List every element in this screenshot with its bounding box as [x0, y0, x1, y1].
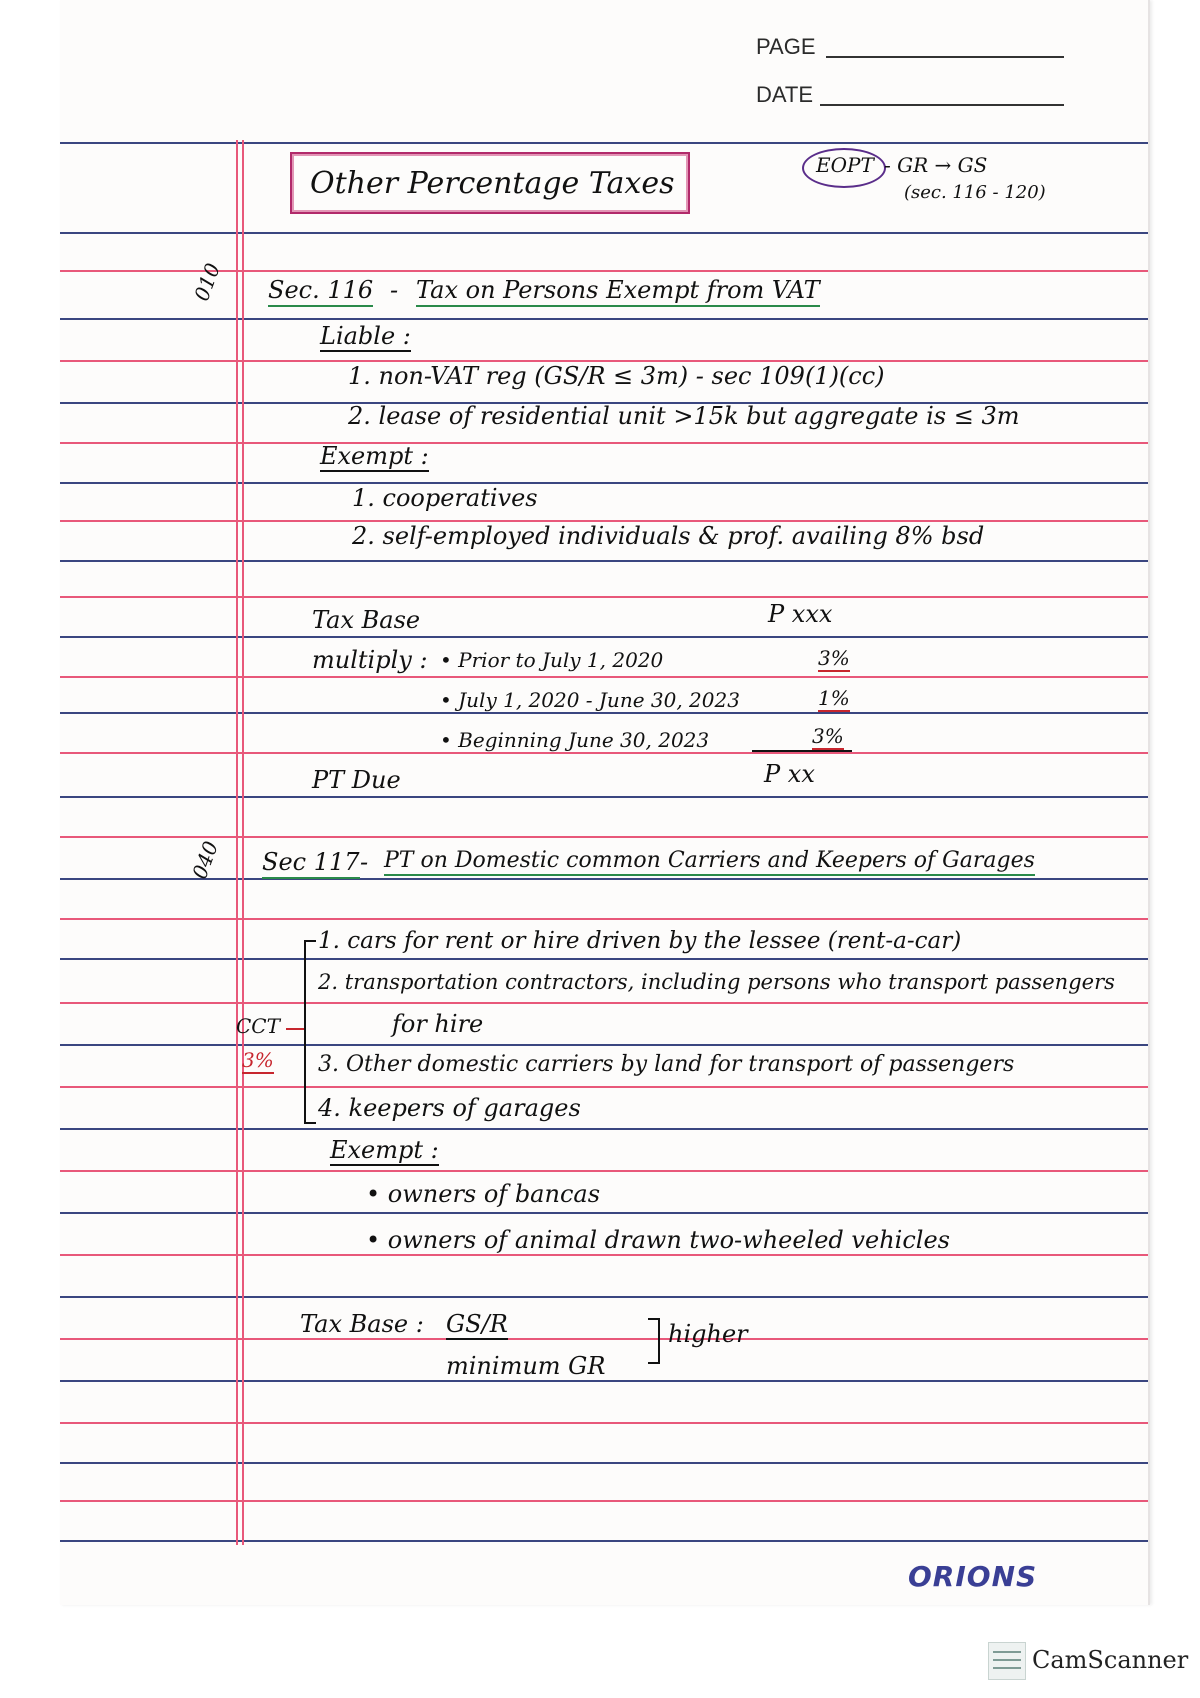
eopt-arrow: - GR → GS	[884, 153, 988, 177]
margin-code-010: 010	[189, 259, 225, 305]
sec116-pt-due-value: P xx	[764, 760, 815, 788]
rate-row-3-period: • Beginning June 30, 2023	[440, 728, 710, 752]
sec116-multiply-label: multiply :	[312, 646, 428, 674]
sec117-number: Sec 117	[262, 848, 360, 879]
cct-rate: 3%	[242, 1048, 274, 1072]
sec116-exempt-label: Exempt :	[320, 442, 429, 470]
sec116-liable-label: Liable :	[320, 322, 411, 350]
date-label: DATE	[756, 82, 814, 107]
sec117-tax-base-1: GS/R	[446, 1310, 508, 1338]
cct-label: CCT	[236, 1014, 280, 1038]
title-box	[290, 152, 690, 214]
sec116-pt-due-label: PT Due	[312, 766, 401, 794]
date-line	[820, 104, 1064, 106]
sec116-exempt-1: 1. cooperatives	[352, 484, 538, 512]
sec116-dash: -	[390, 276, 399, 304]
sec117-higher-label: higher	[668, 1320, 748, 1348]
sec117-item-2a: 2. transportation contractors, including persons who transport passengers	[318, 970, 1115, 994]
rate-row-1-period: • Prior to July 1, 2020	[440, 648, 664, 672]
sec116-tax-base-label: Tax Base	[312, 606, 421, 634]
rate-row-2-period: • July 1, 2020 - June 30, 2023	[440, 688, 740, 712]
page-title: Other Percentage Taxes	[310, 166, 675, 201]
cct-bracket	[304, 940, 316, 1124]
sec117-dash: -	[360, 848, 369, 876]
rate-row-1-rate: 3%	[818, 646, 850, 670]
sec116-liable-2: 2. lease of residential unit >15k but aggregate is ≤ 3m	[348, 402, 1020, 430]
eopt-badge: EOPT	[816, 153, 874, 177]
page-line	[826, 56, 1064, 58]
margin-code-040: 040	[187, 837, 223, 883]
rate-row-2-rate: 1%	[818, 686, 850, 710]
camscanner-label: CamScanner	[1032, 1646, 1189, 1674]
sec116-liable-1: 1. non-VAT reg (GS/R ≤ 3m) - sec 109(1)(cc)	[348, 362, 885, 390]
eopt-sections: (sec. 116 - 120)	[904, 182, 1046, 203]
sec116-exempt-2: 2. self-employed individuals & prof. availing 8% bsd	[352, 522, 985, 550]
page-label: PAGE	[756, 34, 816, 59]
cct-tick	[286, 1028, 304, 1030]
sec117-title: PT on Domestic common Carriers and Keepers of Garages	[384, 848, 1035, 876]
sec117-exempt-1: • owners of bancas	[366, 1180, 601, 1208]
sec117-item-4: 4. keepers of garages	[318, 1094, 581, 1122]
sec116-tax-base-value: P xxx	[768, 600, 833, 628]
sec117-tax-base-2: minimum GR	[446, 1352, 606, 1380]
tax-base-bracket	[648, 1318, 660, 1364]
camscanner-icon	[988, 1642, 1026, 1680]
rate-row-3-rate: 3%	[812, 724, 844, 748]
brand-logo: ORIONS	[908, 1560, 1038, 1593]
sec117-exempt-2: • owners of animal drawn two-wheeled vehicles	[366, 1226, 950, 1254]
sec116-title: Tax on Persons Exempt from VAT	[416, 276, 820, 307]
sec117-item-2b: for hire	[392, 1010, 484, 1038]
sec117-tax-base-label: Tax Base :	[300, 1310, 424, 1338]
sum-line	[752, 750, 852, 752]
sec116-number: Sec. 116	[268, 276, 373, 307]
sec117-item-3: 3. Other domestic carriers by land for transport of passengers	[318, 1052, 1015, 1077]
sec117-exempt-label: Exempt :	[330, 1136, 439, 1164]
sec117-item-1: 1. cars for rent or hire driven by the lessee (rent-a-car)	[318, 928, 962, 954]
